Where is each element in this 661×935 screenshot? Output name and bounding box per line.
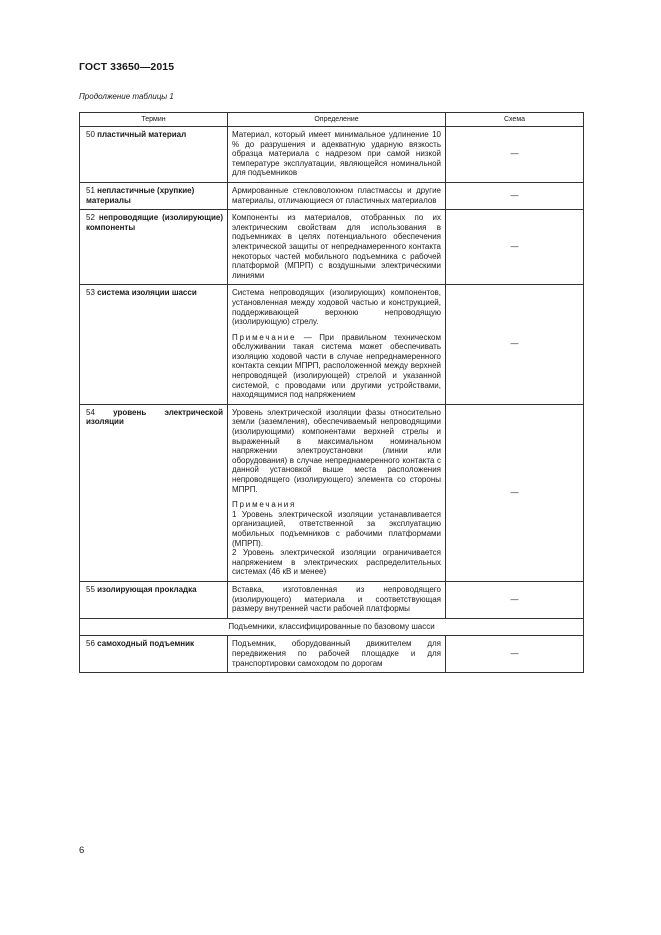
scheme-cell: — [446,636,584,673]
definition-cell: Компоненты из материалов, отобранных по их электрическим свойствам для использования в подъемниках в целях потенциального обеспечения электрической защиты от непреднамеренного контакта некоторых частей мобильного подъемника с рабочей платформой (МПРП) с воздушными электрическими линиями [228,210,446,285]
table-row [80,581,584,618]
table-row [80,285,584,405]
section-row [80,618,584,636]
definition-text: Система непроводящих (изолирующих) компонентов, установленная между ходовой частью и конструкцией, поддерживающей верхнюю непроводящую (изолирующую) стрелу. [232,288,441,327]
terms-table [79,112,584,673]
note [232,333,441,400]
table-caption: Продолжение таблицы 1 [79,92,174,101]
definition-text: Уровень электрической изоляции фазы относительно земли (заземления), обеспечиваемый непроводящими (изолирующими) компонентами верхней стрелы и выраженный в максимальном номинальном напряжении электроустановки (линии или оборудования) в случае непреднамеренного контакта с данной установкой выше места расположения непроводящего (изолирующего) элемента со стороны МПРП. [232,407,441,494]
term-cell: 53 система изоляции шасси [80,285,228,405]
note-1: 1 Уровень электрической изоляции устанавливается организацией, ответственной за эксплуатацию мобильных подъемников с рабочими платформами (МПРП). [232,509,441,548]
scheme-cell: — [446,127,584,183]
definition-cell: Армированные стекловолокном пластмассы и другие материалы, отличающиеся от пластичных материалов [228,182,446,209]
definition-cell: Подъемник, оборудованный движителем для передвижения по рабочей площадке и для транспортировки самоходом по дорогам [228,636,446,673]
term-cell: 52 непроводящие (изолирующие) компоненты [80,210,228,285]
definition-cell [228,404,446,581]
note-text: — При правильном техническом обслуживании такая система может обеспечивать изоляцию ходовой части в случае непреднамеренного контакта секции МПРП, расположенной между верхней непроводящей (изолирующей) стрелой и указанной системой, с проводами или другими устройствами, находящимися под напряжением [232,332,441,400]
column-header-term: Термин [80,113,228,127]
table-row [80,636,584,673]
scheme-cell: — [446,285,584,405]
term-cell: 54 уровень электрической изоляции [80,404,228,581]
note-2: 2 Уровень электрической изоляции ограничивается напряжением в электрических распределительных системах (46 кВ и менее) [232,548,441,577]
term-cell: 56 самоходный подъемник [80,636,228,673]
column-header-scheme: Схема [446,113,584,127]
section-heading: Подъемники, классифицированные по базовому шасси [80,618,584,636]
definition-cell: Материал, который имеет минимальное удлинение 10 % до разрушения и адекватную ударную вязкость образца материала с надрезом при самой низкой температуре эксплуатации, являющейся номинальной для подъемников [228,127,446,183]
scheme-cell: — [446,182,584,209]
scheme-cell: — [446,210,584,285]
table-header-row [80,113,584,127]
table-row [80,404,584,581]
scheme-cell: — [446,404,584,581]
term-cell: 55 изолирующая прокладка [80,581,228,618]
table-row [80,182,584,209]
definition-cell [228,285,446,405]
notes-label: Примечания [232,500,297,510]
column-header-definition: Определение [228,113,446,127]
scheme-cell: — [446,581,584,618]
term-cell: 51 непластичные (хрупкие) материалы [80,182,228,209]
table-row [80,210,584,285]
page-number: 6 [79,845,85,856]
definition-cell: Вставка, изготовленная из непроводящего (изолирующего) материала и соответствующая размеру внутренней части рабочей платформы [228,581,446,618]
notes [232,500,441,577]
note-label: Примечание [232,332,297,342]
document-header: ГОСТ 33650—2015 [79,61,175,73]
table-row [80,127,584,183]
term-cell: 50 пластичный материал [80,127,228,183]
